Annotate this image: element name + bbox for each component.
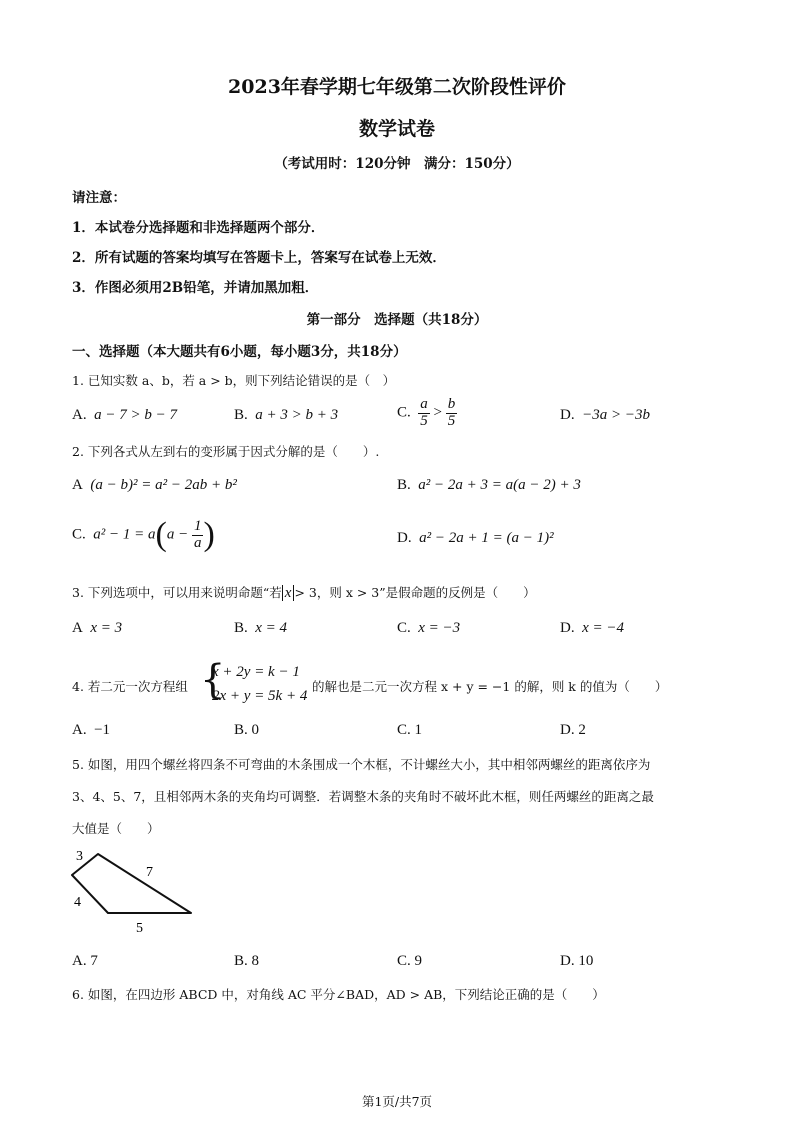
- q1-b-math: a + 3 > b + 3: [255, 407, 339, 423]
- q5-frame-outline: [72, 854, 191, 913]
- q2-c-den: a: [193, 534, 202, 551]
- q4-option-d: D. 2: [560, 722, 586, 738]
- q2-option-c: [72, 518, 215, 552]
- q3-abs-x: x: [282, 585, 295, 601]
- q1-c-den-1: 5: [420, 412, 428, 429]
- subject-title: 数学试卷: [358, 118, 435, 140]
- notice-item-1: 1．本试卷分选择题和非选择题两个部分．: [72, 220, 325, 236]
- q4-a-math: −1: [94, 722, 111, 738]
- q4-option-a: [72, 722, 110, 739]
- q5-line-2: 3、4、5、7，且相邻两木条的夹角均可调整．若调整木条的夹角时不破坏此木框，则任两螺丝的距离之最: [72, 789, 654, 804]
- q4-option-c: C. 1: [397, 722, 423, 738]
- q4-eq-1: x + 2y = k − 1: [212, 664, 300, 680]
- q1-c-label: C.: [397, 404, 411, 421]
- q5-label-5: 5: [136, 921, 143, 936]
- q1-d-math: −3a > −3b: [582, 407, 650, 423]
- page-number: 第1页/共7页: [361, 1094, 433, 1109]
- q5-line-1: 5. 如图，用四个螺丝将四条不可弯曲的木条围成一个木框，不计螺丝大小，其中相邻两螺丝的距离依序为: [72, 757, 651, 772]
- q5-label-4: 4: [74, 895, 81, 910]
- q2-c-lhs: a² − 1 = a: [93, 526, 156, 543]
- notice-heading: 请注意：: [72, 190, 126, 206]
- q2-c-inner: a −: [166, 526, 189, 543]
- q1-c-den-2: 5: [447, 412, 456, 429]
- q5-option-b: B. 8: [234, 953, 260, 969]
- q6-stem: 6. 如图，在四边形 ABCD 中，对角线 AC 平分∠BAD，AD > AB，下列结论正确的是（ ）: [72, 987, 605, 1002]
- q1-option-b: [234, 407, 338, 424]
- q1-option-a: [72, 407, 177, 424]
- q1-c-gt: >: [433, 404, 442, 421]
- q3-option-a: [72, 620, 122, 637]
- q1-c-frac-2: [446, 397, 458, 430]
- part1-title: 第一部分 选择题（共18分）: [306, 312, 488, 328]
- q3-a-label: A: [72, 620, 83, 636]
- section-title: 一、选择题（本大题共有6小题，每小题3分，共18分）: [72, 344, 407, 360]
- q3-stem-rest: > 3，则 x > 3”是假命题的反例是（ ）: [294, 585, 536, 600]
- notice-item-2: 2．所有试题的答案均填写在答题卡上，答案写在试卷上无效．: [72, 250, 446, 266]
- q3-stem: [72, 583, 536, 602]
- q4-stem-post: 的解也是二元一次方程 x + y = −1 的解，则 k 的值为（ ）: [312, 679, 668, 694]
- q2-b-label: B.: [397, 477, 411, 493]
- q3-b-math: x = 4: [255, 620, 288, 636]
- q4-option-b: B. 0: [234, 722, 260, 738]
- q1-a-math: a − 7 > b − 7: [94, 407, 177, 423]
- q2-c-num: 1: [193, 517, 202, 534]
- q2-c-label: C.: [72, 526, 86, 543]
- q1-b-label: B.: [234, 407, 248, 423]
- q1-c-frac-1: [418, 397, 430, 430]
- q5-line-3: 大值是（ ）: [72, 821, 160, 836]
- q2-d-label: D.: [397, 530, 412, 546]
- exam-title: 2023年春学期七年级第二次阶段性评价: [228, 76, 566, 98]
- q4-brace: {: [200, 657, 226, 703]
- q2-a-math: (a − b)² = a² − 2ab + b²: [90, 477, 237, 493]
- q2-c-lparen: (: [155, 516, 167, 553]
- q5-quadrilateral-figure: [60, 845, 210, 940]
- q2-c-frac: [192, 519, 204, 552]
- q1-a-label: A.: [72, 407, 87, 423]
- q2-a-label: A: [72, 477, 83, 493]
- q3-stem-pre: 3. 下列选项中，可以用来说明命题“若: [72, 585, 282, 600]
- q2-c-rparen: ): [203, 516, 215, 553]
- q1-option-d: [560, 407, 650, 424]
- q3-c-label: C.: [397, 620, 411, 636]
- q3-a-math: x = 3: [90, 620, 123, 636]
- q2-d-math: a² − 2a + 1 = (a − 1)²: [419, 530, 554, 546]
- q1-c-num-2: b: [447, 396, 456, 412]
- q3-c-math: x = −3: [418, 620, 461, 636]
- q3-option-d: [560, 620, 624, 637]
- q1-stem: 1. 已知实数 a、b，若 a > b，则下列结论错误的是（ ）: [72, 373, 396, 388]
- q2-stem: 2. 下列各式从左到右的变形属于因式分解的是（ ）.: [72, 444, 380, 459]
- exam-info: （考试用时：120分钟 满分：150分）: [274, 156, 520, 172]
- notice-item-3: 3．作图必须用2B铅笔，并请加黑加粗．: [72, 280, 319, 296]
- q5-option-d: D. 10: [560, 953, 594, 969]
- q4-a-label: A.: [72, 722, 87, 738]
- q1-d-label: D.: [560, 407, 575, 423]
- q2-option-a: [72, 477, 237, 494]
- q2-option-d: [397, 530, 554, 547]
- q1-option-c: [397, 397, 457, 430]
- q1-c-num-1: a: [420, 396, 428, 412]
- q3-option-c: [397, 620, 460, 637]
- q5-label-3: 3: [76, 849, 83, 864]
- q3-option-b: [234, 620, 287, 637]
- q4-eq-2: 2x + y = 5k + 4: [212, 688, 308, 704]
- q5-option-a: A. 7: [72, 953, 98, 969]
- q2-option-b: [397, 477, 581, 494]
- q5-label-7: 7: [146, 865, 153, 880]
- q3-d-label: D.: [560, 620, 575, 636]
- q4-stem-pre: 4. 若二元一次方程组: [72, 679, 188, 694]
- q3-d-math: x = −4: [582, 620, 624, 636]
- q5-option-c: C. 9: [397, 953, 423, 969]
- q2-b-math: a² − 2a + 3 = a(a − 2) + 3: [418, 477, 581, 493]
- q3-b-label: B.: [234, 620, 248, 636]
